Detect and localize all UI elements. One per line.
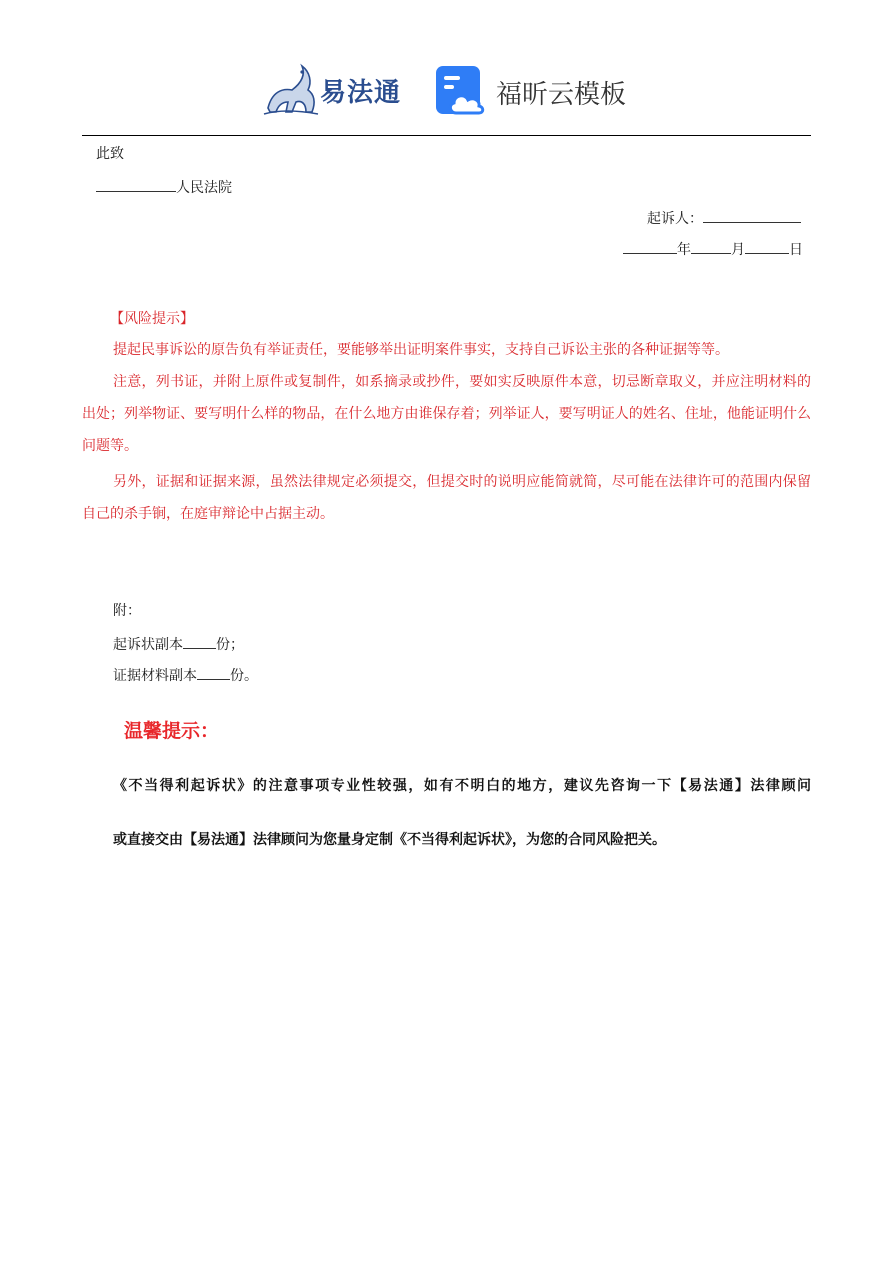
risk-paragraph-3: 另外，证据和证据来源，虽然法律规定必须提交，但提交时的说明应能简就简，尽可能在法律许可的范围内保留自己的杀手锏，在庭审辩论中占据主动。 — [82, 474, 811, 522]
date-line — [623, 238, 803, 260]
risk-title: 【风险提示】 — [110, 311, 194, 327]
day-label: 日 — [789, 242, 803, 258]
year-label: 年 — [677, 242, 691, 258]
warm-tip-line-2: 或直接交由【易法通】法律顾问为您量身定制《不当得利起诉状》，为您的合同风险把关。 — [113, 832, 666, 848]
month-blank — [691, 238, 731, 254]
complaint-copies-blank — [183, 633, 216, 649]
foxit-cloud-template-logo-text: 福昕云模板 — [496, 80, 627, 110]
evidence-copies-blank — [197, 664, 230, 680]
cloud-doc-icon — [436, 66, 488, 118]
court-label: 人民法院 — [176, 180, 232, 196]
warm-tip-title: 温馨提示： — [124, 720, 220, 742]
header-rule — [82, 135, 811, 136]
yifatong-logo — [262, 62, 412, 118]
year-blank — [623, 238, 677, 254]
month-label: 月 — [731, 242, 745, 258]
day-blank — [745, 238, 789, 254]
plaintiff-line — [647, 207, 801, 229]
attachment-item-complaint-label: 起诉状副本 — [113, 637, 183, 653]
attachment-item-evidence-unit: 份。 — [230, 668, 258, 684]
court-name-blank — [96, 176, 176, 192]
risk-paragraph-2: 注意，列书证，并附上原件或复制件，如系摘录或抄件，要如实反映原件本意，切忌断章取义，并应注明材料的出处；列举物证、要写明什么样的物品，在什么地方由谁保存着；列举证人，要写明证人的姓名、住址，他能证明什么问题等。 — [82, 374, 811, 454]
attachment-item-evidence-copies — [113, 664, 258, 686]
qilin-icon — [262, 62, 320, 118]
attachment-item-complaint-unit: 份； — [216, 637, 244, 653]
risk-paragraph-1: 提起民事诉讼的原告负有举证责任，要能够举出证明案件事实，支持自己诉讼主张的各种证据等等。 — [113, 342, 729, 358]
court-line — [96, 176, 232, 198]
plaintiff-label: 起诉人： — [647, 211, 703, 227]
yifatong-logo-text: 易法通 — [320, 78, 402, 108]
attachments-label: 附： — [113, 603, 141, 619]
salutation: 此致 — [96, 146, 124, 162]
attachment-item-evidence-label: 证据材料副本 — [113, 668, 197, 684]
attachment-item-complaint-copies — [113, 633, 244, 655]
document-header — [0, 0, 893, 136]
plaintiff-blank — [703, 207, 801, 223]
warm-tip-line-1: 《不当得利起诉状》的注意事项专业性较强，如有不明白的地方，建议先咨询一下【易法通】法律顾问 — [113, 778, 811, 794]
